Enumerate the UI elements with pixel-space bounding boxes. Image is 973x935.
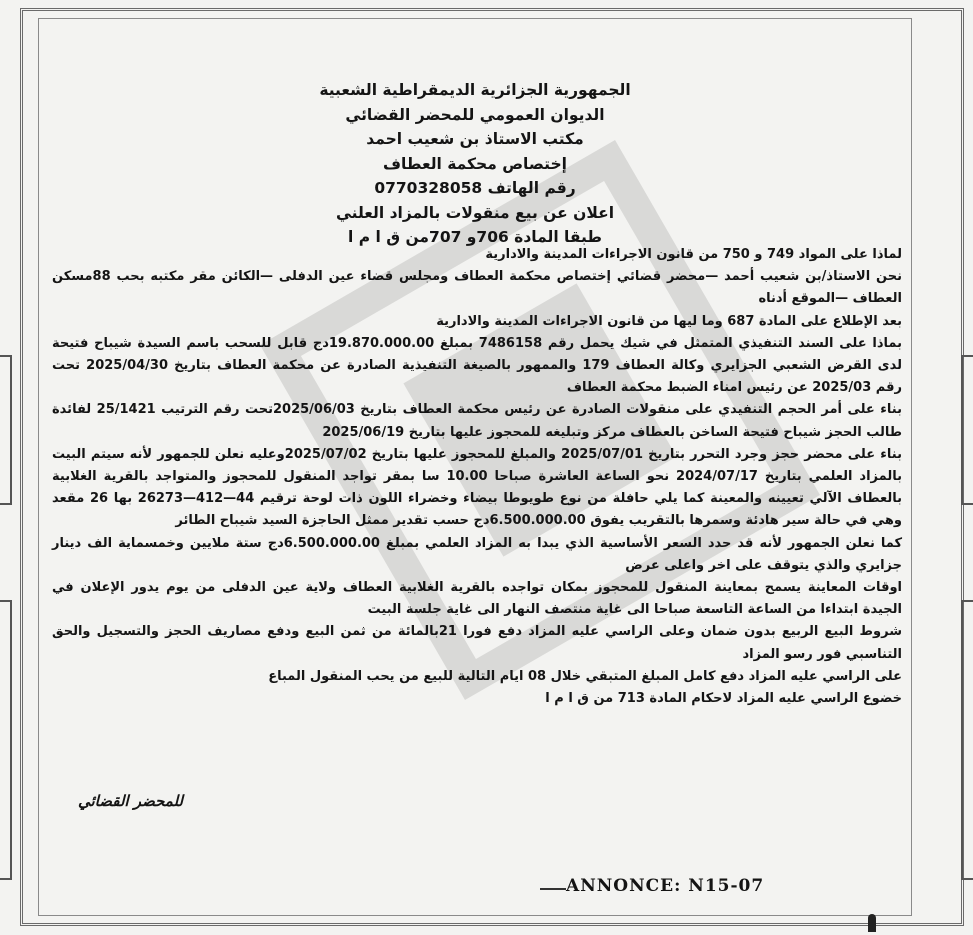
paragraph: على الراسي عليه المزاد دفع كامل المبلغ المتبقي خلال 08 ايام التالية للبيع من يحب المنقول المباع xyxy=(268,668,902,684)
document-body xyxy=(52,244,902,710)
paragraph: خضوع الراسي عليه المزاد لاحكام المادة 713 من ق ا م ا xyxy=(545,691,902,707)
header-line-title: اعلان عن بيع منقولات بالمزاد العلني xyxy=(335,203,615,222)
paragraph: بناء على أمر الحجم التنفيدي على منقولات الصادرة عن رئيس محكمة العطاف بتاريخ 2025/06/03تحت رقم الترتيب 25/1421 لفائدة طالب الحجز شيباح فتيحة الساخن بالعطاف مركز وتبليغه للمحجوز عليها بتاريخ 2025/06/19 xyxy=(52,402,902,440)
paragraph: لماذا على المواد 749 و 750 من قانون الاجراءات المدينة والادارية xyxy=(485,247,902,262)
corner-mark xyxy=(868,914,876,932)
header-line-republic: الجمهورية الجزائرية الديمقراطية الشعبية xyxy=(319,81,631,99)
left-margin-tab xyxy=(0,355,12,505)
header-line-bureau: مكتب الاستاذ بن شعيب احمد xyxy=(366,130,584,148)
header-line-jurisdiction: إختصاص محكمة العطاف xyxy=(383,154,567,173)
paragraph: بعد الإطلاع على المادة 687 وما ليها من قانون الاجراءات المدينة والادارية xyxy=(436,313,902,329)
annonce-number: ANNONCE: N15-07 xyxy=(566,876,765,896)
document-header xyxy=(40,78,910,250)
header-line-phone: رقم الهاتف 0770328058 xyxy=(374,179,576,197)
paragraph: كما نعلن الجمهور لأنه قد حدد السعر الأساسية الذي يبدا به المزاد العلمي بمبلغ 6.500.000.00دج ستة ملايين وخمسماية الف دينار جزايري والذي يتوقف على اخر واعلى عرض xyxy=(52,535,903,573)
header-line-office: الديوان العمومي للمحضر القضائي xyxy=(345,105,605,124)
paragraph: نحن الاستاذ/بن شعيب أحمد —محضر قضائي إختصاص محكمة العطاف ومجلس قضاء عين الدفلى —الكائن مقر مكتبه بحب 88مسكن العطاف —الموقع أدناه xyxy=(52,269,902,307)
right-margin-tab xyxy=(961,355,973,505)
signature-label: للمحضر القضائي xyxy=(78,792,183,810)
paragraph: بماذا على السند التنفيذي المتمثل في شيك يحمل رقم 7486158 بمبلغ 19.870.000.00دج قابل للسحب باسم السيدة شيباح فتيحة لدى القرض الشعبي الجزايري وكالة العطاف 179 والممهور بالصيغة التنفيذية الصادرة عن محكمة العطاف بتاريخ 2025/04/30 تحت رقم 2025/03 عن رئيس امناء الضبط محكمة العطاف xyxy=(52,335,902,396)
left-margin-tab xyxy=(0,600,12,880)
paragraph: شروط البيع الربيع بدون ضمان وعلى الراسي عليه المزاد دفع فورا 21بالمائة من ثمن البيع ودفع مصاريف الحجز والتسجيل والحق التناسبي فور رسو المزاد xyxy=(52,624,903,662)
header-line-legal-basis: طبقا المادة 706و 707من ق ا م ا xyxy=(348,228,602,246)
paragraph: بناء على محضر حجز وجرد التحرر بتاريخ 2025/07/01 والمبلغ للمحجوز عليها بتاريخ 2025/07/02وعليه نعلن للجمهور لأنه سيتم البيت بالمزاد العلمي بتاريخ 2024/07/17 نحو الساعة العاشرة صباحا 10.00 سا بمقر تواجد المنقول للمحجوز والمتواجد بالقرية الغلابية بالعطاف الآلي تعيينه والمعينة كما يلي حافلة من نوع طويوطا بيضاء وخضراء اللون ذات لوحة ترقيم 44—412—26273 بها 26 مقعد وهي في حالة سير هادئة وسمرها بالتقريب يفوق 6.500.000.00دج حسب تقدير ممثل الحاجزة السيد شيباح الطائر xyxy=(52,446,903,529)
right-margin-tab xyxy=(961,600,973,880)
paragraph: اوقات المعاينة يسمح بمعاينة المنقول للمحجوز بمكان تواجده بالقرية الغلابية العطاف ولاية عين الدفلى من يوم يدور الإعلان في الجيدة ابتداءا من الساعة التاسعة صباحا الى غاية منتصف النهار الى غاية جلسة البيت xyxy=(52,580,902,618)
annonce-rule xyxy=(540,888,566,890)
